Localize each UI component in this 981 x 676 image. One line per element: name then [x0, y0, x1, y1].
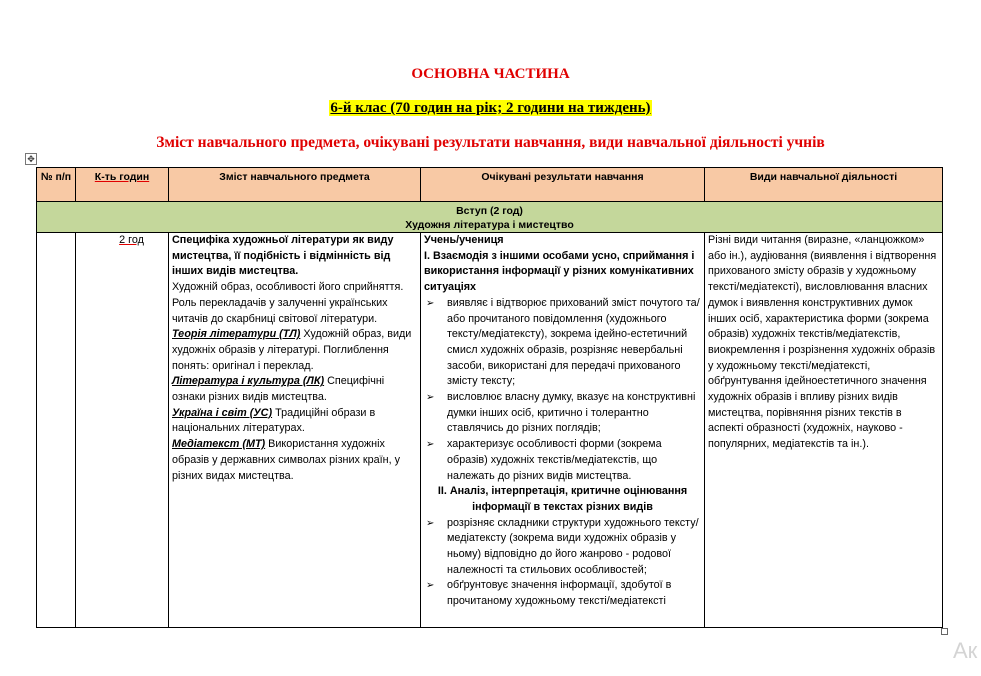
header-hours-label: К-ть годин [94, 171, 150, 183]
theory-text: Художній образ, види художніх образів у літературі. Поглиблення понять: оригінал і переклад. [172, 328, 412, 372]
mediatext-line [172, 437, 417, 484]
world-line [172, 406, 417, 437]
header-number: № п/п [37, 168, 76, 202]
world-label: Україна і світ (УС) [172, 406, 273, 419]
header-results: Очікувані результати навчання [421, 168, 705, 202]
table-row [37, 233, 943, 628]
hours-value: 2 год [119, 234, 144, 246]
results-section-1-title: І. Взаємодія з іншими особами усно, сприймання і використання інформації у різних комунікативних ситуаціях [424, 249, 695, 294]
results-section-2-list [424, 516, 701, 610]
theory-label: Теорія літератури (ТЛ) [172, 328, 301, 341]
table-subtitle: Зміст навчального предмета, очікувані результати навчання, види навчальної діяльності учнів [156, 134, 825, 151]
culture-label: Література і культура (ЛК) [172, 375, 325, 388]
table-resize-handle[interactable] [941, 628, 948, 635]
content-heading: Специфіка художньої літератури як виду мистецтва, її подібність і відмінність від інших видів мистецтва. [172, 234, 394, 278]
section-row [37, 202, 943, 233]
activities-text: Різні види читання (виразне, «ланцюжком» або ін.), аудіювання (виявлення і відтворення прихованого змісту образів у художньому тексті/медіатексті), висловлювання власних думок і виявлення конструктивних думок інших осіб, характеристика форми (зокрема образів) художніх текстів/медіатекстів, виокремлення і розрізнення художніх образів у художньому тексті/медіатексті, обґрунтування ідейноестетичного значення художніх образів і впливу різних видів мистецтва, порівняння різних текстів в аспекті образності (художніх, науково - популярних, медіатекстів та ін.). [708, 234, 937, 451]
mediatext-label: Медіатекст (МТ) [172, 438, 266, 451]
list-item: ➢ висловлює власну думку, вказує на конструктивні думки інших осіб, критично і толерантно ставлячись до різних поглядів; [424, 390, 701, 437]
content-cell [169, 233, 421, 628]
content-paragraph: Художній образ, особливості його сприйняття. Роль перекладачів у залученні українських читачів до скарбниці світової літератури. [172, 281, 404, 325]
results-who: Учень/учениця [424, 234, 504, 246]
culture-line [172, 374, 417, 405]
activities-cell [705, 233, 943, 628]
header-hours [76, 168, 169, 202]
results-section-1-list [424, 296, 701, 484]
section-title: Вступ (2 год) [456, 205, 523, 217]
section-subtitle: Художня література і мистецтво [405, 219, 574, 231]
activation-watermark: Ак [953, 638, 978, 663]
list-item: ➢ виявляє і відтворює прихований зміст почутого та/або прочитаного повідомлення (художнього тексту/медіатексту), зокрема ідейно-естетичний смисл художніх образів, розрізняє невербальні засоби, використані для передачі прихованого змісту тексту; [424, 296, 701, 390]
number-cell [37, 233, 76, 628]
grade-title-text: 6-й клас (70 годин на рік; 2 години на тиждень) [330, 100, 651, 116]
theory-line [172, 327, 417, 374]
curriculum-table [36, 167, 943, 628]
move-cross-icon[interactable]: ✥ [25, 153, 37, 165]
section-cell [37, 202, 943, 233]
list-item: ➢ обґрунтовує значення інформації, здобутої в прочитаному художньому тексті/медіатексті [424, 578, 701, 609]
table-header-row [37, 168, 943, 202]
header-content: Зміст навчального предмета [169, 168, 421, 202]
grade-title [0, 99, 981, 117]
header-activities: Види навчальної діяльності [705, 168, 943, 202]
results-cell [421, 233, 705, 628]
results-section-2-title: ІІ. Аналіз, інтерпретація, критичне оцінювання інформації в текстах різних видів [437, 485, 688, 513]
list-item: ➢ розрізняє складники структури художнього тексту/медіатексту (зокрема види художніх образів у ньому) відповідно до його жанрово - родової належності та стильових особливостей; [424, 516, 701, 579]
list-item: ➢ характеризує особливості форми (зокрема образів) художніх текстів/медіатекстів, що належать до різних видів мистецтва. [424, 437, 701, 484]
mediatext-text: Використання художніх образів у державних символах різних країн, у різних видах мистецтва. [172, 438, 400, 482]
culture-text: Специфічні ознаки різних видів мистецтва. [172, 375, 385, 404]
hours-cell [76, 233, 169, 628]
world-text: Традиційні образи в національних літературах. [172, 406, 376, 435]
main-section-title: ОСНОВНА ЧАСТИНА [411, 66, 570, 82]
